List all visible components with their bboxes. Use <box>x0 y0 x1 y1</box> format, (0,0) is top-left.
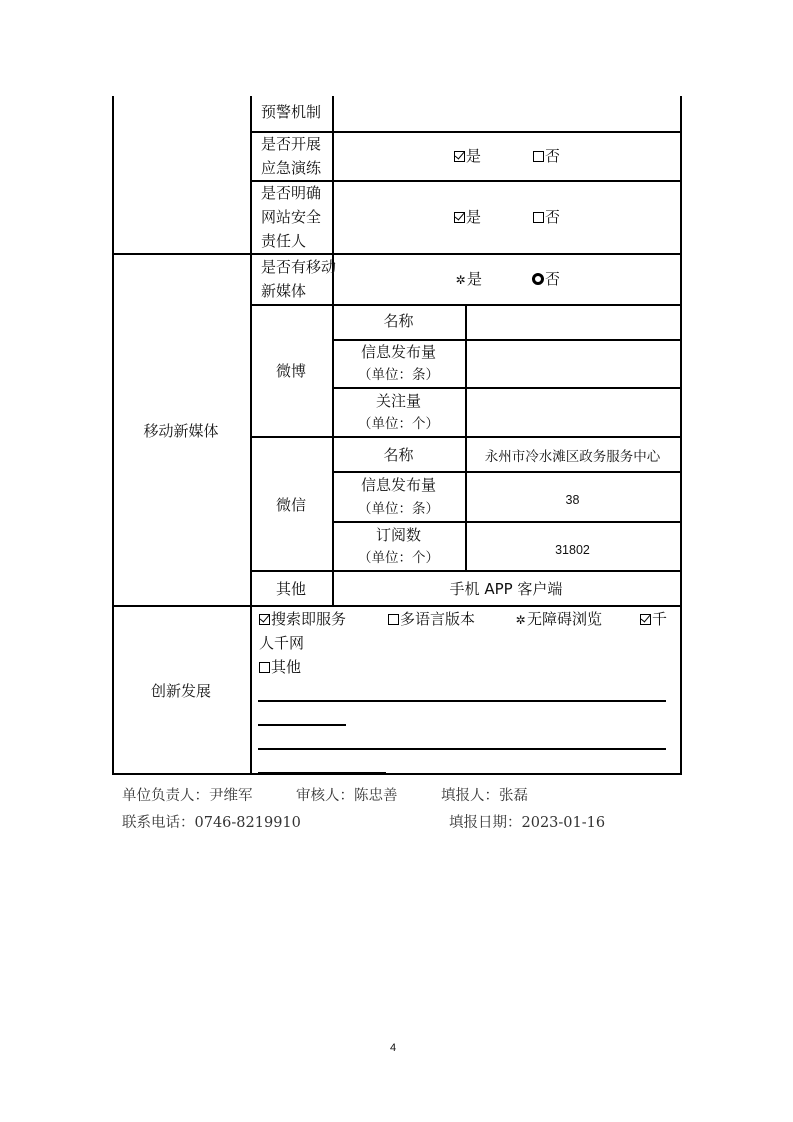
row-line <box>250 436 681 438</box>
row-line <box>332 521 681 523</box>
fill-in-line[interactable] <box>258 700 666 702</box>
wechat-posts-value: 38 <box>565 493 580 507</box>
wechat-subs-label-1: 订阅数 <box>375 526 421 544</box>
row-line <box>250 304 681 306</box>
row-line <box>332 471 681 473</box>
warning-mechanism-label: 预警机制 <box>261 103 322 121</box>
innovation-section-label: 创新发展 <box>150 682 211 700</box>
row-line <box>112 605 681 607</box>
radio-unselected-icon[interactable]: ✲ <box>515 613 526 627</box>
security-owner-yes-option[interactable]: 是 <box>454 206 481 229</box>
wechat-posts-label-1: 信息发布量 <box>360 476 436 494</box>
weibo-posts-label-2: （单位：条） <box>358 367 439 383</box>
col-divider-3 <box>465 304 467 571</box>
mobile-media-section-label: 移动新媒体 <box>143 422 219 440</box>
fill-in-line[interactable] <box>258 748 666 750</box>
has-mobile-media-label-1: 是否有移动 <box>261 258 337 276</box>
page-number: 4 <box>390 1042 397 1054</box>
weibo-label: 微博 <box>275 362 306 380</box>
checkbox-icon[interactable] <box>259 662 270 673</box>
innovation-option-personalized-cont: 人千网 <box>259 634 305 652</box>
other-media-label: 其他 <box>275 580 306 598</box>
wechat-subs-label-2: （单位：个） <box>358 550 439 566</box>
contact-phone: 联系电话：0746-8219910 <box>122 815 301 831</box>
checkbox-icon[interactable] <box>533 212 544 223</box>
radio-selected-icon[interactable] <box>532 273 544 285</box>
innovation-option-accessibility[interactable]: ✲无障碍浏览 <box>514 608 602 632</box>
checkbox-icon[interactable] <box>533 151 544 162</box>
unit-head: 单位负责人：尹维军 <box>122 788 253 804</box>
emergency-drill-yes-option[interactable]: 是 <box>454 145 481 168</box>
security-owner-label-1: 是否明确 <box>261 184 322 202</box>
has-mobile-media-yes-option[interactable]: ✲是 <box>454 268 482 292</box>
checkbox-icon[interactable] <box>388 614 399 625</box>
radio-unselected-icon[interactable]: ✲ <box>455 273 466 287</box>
emergency-drill-label-2: 应急演练 <box>261 159 322 177</box>
fill-in-line[interactable] <box>258 772 386 774</box>
report-table <box>112 96 681 775</box>
wechat-name-label: 名称 <box>383 446 414 464</box>
reviewer: 审核人：陈忠善 <box>296 788 398 804</box>
wechat-posts-label-2: （单位：条） <box>358 501 439 517</box>
weibo-followers-label-1: 关注量 <box>375 392 421 410</box>
wechat-name-value: 永州市冷水滩区政务服务中心 <box>484 449 661 465</box>
has-mobile-media-label-2: 新媒体 <box>261 282 307 300</box>
wechat-label: 微信 <box>275 496 306 514</box>
fill-date: 填报日期：2023-01-16 <box>449 815 606 831</box>
checked-checkbox-icon[interactable] <box>640 614 651 625</box>
weibo-posts-label-1: 信息发布量 <box>360 343 436 361</box>
emergency-drill-label-1: 是否开展 <box>261 135 322 153</box>
row-line <box>112 253 681 255</box>
emergency-drill-no-option[interactable]: 否 <box>533 145 560 168</box>
fill-in-line[interactable] <box>258 724 346 726</box>
security-owner-no-option[interactable]: 否 <box>533 206 560 229</box>
innovation-option-search-service[interactable]: 搜索即服务 <box>259 608 346 631</box>
other-media-value: 手机 APP 客户端 <box>449 580 563 598</box>
security-owner-label-3: 责任人 <box>261 232 307 250</box>
weibo-name-label: 名称 <box>383 312 414 330</box>
innovation-option-multilanguage[interactable]: 多语言版本 <box>388 608 475 631</box>
row-line <box>332 387 681 389</box>
security-owner-label-2: 网站安全 <box>261 208 322 226</box>
filler: 填报人：张磊 <box>441 788 528 804</box>
innovation-option-other[interactable]: 其他 <box>259 656 301 679</box>
innovation-option-personalized[interactable]: 千 <box>640 608 667 631</box>
checked-checkbox-icon[interactable] <box>259 614 270 625</box>
wechat-subs-value: 31802 <box>555 543 590 557</box>
row-line <box>250 570 681 572</box>
table-border-bottom <box>112 773 681 775</box>
weibo-followers-label-2: （单位：个） <box>358 416 439 432</box>
has-mobile-media-no-option[interactable]: 否 <box>532 268 560 291</box>
checked-checkbox-icon[interactable] <box>454 151 465 162</box>
checked-checkbox-icon[interactable] <box>454 212 465 223</box>
